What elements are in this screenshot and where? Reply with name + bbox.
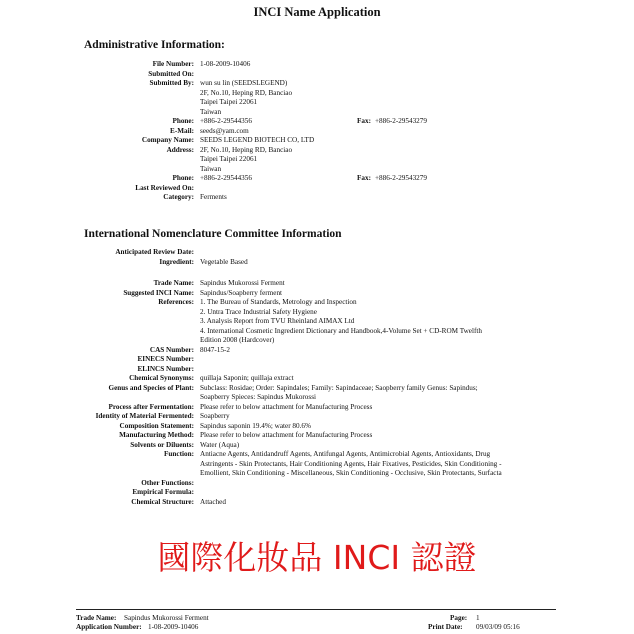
footer-trade-name-label: Trade Name: [76, 614, 117, 622]
composition-value: Sapindus saponin 19.4%; water 80.6% [200, 421, 311, 430]
references-row [0, 298, 634, 308]
process-row [0, 403, 634, 413]
email-value: seeds@yam.com [200, 126, 249, 135]
submitted-on-row [0, 70, 634, 80]
composition-row [0, 422, 634, 432]
email-row [0, 127, 634, 137]
process-value: Please refer to below attachment for Manufacturing Process [200, 402, 373, 411]
phone-row [0, 117, 634, 127]
last-reviewed-label: Last Reviewed On: [135, 183, 194, 192]
genus-label: Genus and Species of Plant: [108, 383, 194, 392]
footer-application-label: Application Number: [76, 623, 142, 631]
cas-label: CAS Number: [149, 345, 194, 354]
einecs-row [0, 355, 634, 365]
other-functions-row [0, 479, 634, 489]
cas-value: 8047-15-2 [200, 345, 230, 354]
document-title: INCI Name Application [253, 5, 381, 19]
ingredient-row [0, 258, 634, 268]
chem-syn-label: Chemical Synonyms: [129, 374, 194, 382]
address-line: Taipei Taipei 22061 [200, 155, 258, 163]
manufacturing-row [0, 431, 634, 441]
footer-print-date-value: 09/03/09 05:16 [476, 623, 520, 631]
function-line: Antiacne Agents, Antidandruff Agents, Antifungal Agents, Antimicrobial Agents, Antioxidants, Drug [200, 450, 491, 458]
company-name-value: SEEDS LEGEND BIOTECH CO, LTD [200, 136, 315, 144]
email-label: E-Mail: [170, 126, 194, 135]
phone2-label: Phone: [172, 174, 194, 182]
phone2-value: +886-2-29544356 [200, 174, 252, 182]
fax-value: +886-2-29543279 [375, 117, 427, 125]
file-number-row [0, 60, 634, 70]
address-line: 2F, No.10, Heping RD, Banciao [200, 145, 293, 154]
submitted-by-row [0, 79, 634, 89]
cas-row [0, 346, 634, 356]
committee-fields-top [0, 248, 634, 267]
function-label: Function: [164, 450, 194, 458]
footer-divider [76, 609, 556, 610]
elincs-label: ELINCS Number: [137, 364, 194, 373]
submitted-on-label: Submitted On: [148, 69, 194, 78]
address-row [0, 146, 634, 156]
footer-application-value: 1-08-2009-10406 [148, 623, 199, 631]
fax2-value: +886-2-29543279 [375, 174, 427, 182]
process-label: Process after Fermentation: [108, 402, 194, 411]
file-number-label: File Number: [152, 60, 194, 68]
footer-print-date-label: Print Date: [428, 623, 463, 631]
footer-page-value: 1 [476, 614, 480, 622]
suggested-row [0, 289, 634, 299]
function-line: Emollient, Skin Conditioning - Miscellaneous, Skin Conditioning - Occlusive, Skin Protectants, Surfacta [200, 469, 502, 477]
ingredient-label: Ingredient: [159, 257, 194, 266]
references-label: References: [158, 298, 194, 306]
trade-name-label: Trade Name: [153, 279, 194, 287]
function-line: Astringents - Skin Protectants, Hair Conditioning Agents, Hair Fixatives, Pesticides, Skin Conditioning - [200, 459, 502, 468]
footer-trade-name-value: Sapindus Mukorossi Ferment [124, 614, 209, 622]
reference-line: 1. The Bureau of Standards, Metrology and Inspection [200, 298, 357, 306]
composition-label: Composition Statement: [119, 421, 194, 430]
anticipated-label: Anticipated Review Date: [115, 248, 194, 256]
company-name-label: Company Name: [141, 136, 194, 144]
submitted-by-line: 2F, No.10, Heping RD, Banciao [200, 88, 293, 97]
address-line: Taiwan [200, 164, 222, 173]
committee-fields [0, 279, 634, 507]
address-label: Address: [166, 145, 194, 154]
structure-value: Attached [200, 497, 226, 506]
phone-label: Phone: [172, 117, 194, 125]
identity-label: Identity of Material Fermented: [95, 412, 194, 420]
trade-name-value: Sapindus Mukorossi Ferment [200, 279, 285, 287]
structure-label: Chemical Structure: [131, 497, 194, 506]
trade-name-row [0, 279, 634, 289]
company-name-row [0, 136, 634, 146]
submitted-by-line: Taiwan [200, 107, 222, 116]
reference-line: Edition 2008 (Hardcover) [200, 336, 275, 344]
solvents-label: Solvents or Diluents: [130, 440, 194, 449]
manufacturing-value: Please refer to below attachment for Manufacturing Process [200, 431, 373, 439]
reference-line: 3. Analysis Report from TVU Rheinland AIMAX Ltd [200, 317, 355, 325]
suggested-label: Suggested INCI Name: [123, 288, 194, 297]
category-label: Category: [163, 193, 194, 201]
genus-row [0, 384, 634, 394]
ingredient-value: Vegetable Based [200, 257, 248, 266]
function-row [0, 450, 634, 460]
manufacturing-label: Manufacturing Method: [119, 431, 194, 439]
submitted-by-label: Submitted By: [149, 79, 194, 87]
identity-value: Soapberry [200, 412, 230, 420]
genus-line: Subclass: Rosidae; Order: Sapindales; Family: Sapindaceae; Saopberry family Genus: Sapindus; [200, 383, 478, 392]
administrative-fields [0, 60, 634, 203]
reference-line: 4. International Cosmetic Ingredient Dictionary and Handbook,4-Volume Set + CD-ROM Twelfth [200, 326, 482, 335]
chem-syn-value: quillaja Saponin; quillaja extract [200, 374, 294, 382]
reference-line: 2. Untra Trace Industrial Safety Hygiene [200, 307, 317, 316]
empirical-row [0, 488, 634, 498]
chem-syn-row [0, 374, 634, 384]
suggested-value: Sapindus/Soapberry ferment [200, 288, 283, 297]
file-number-value: 1-08-2009-10406 [200, 60, 251, 68]
footer-page-label: Page: [450, 614, 468, 622]
elincs-row [0, 365, 634, 375]
other-functions-label: Other Functions: [141, 478, 194, 487]
phone-value: +886-2-29544356 [200, 117, 252, 125]
category-value: Ferments [200, 193, 227, 201]
category-row [0, 193, 634, 203]
inci-certification-caption: 國際化妝品 INCI 認證 [157, 538, 477, 577]
last-reviewed-row [0, 184, 634, 194]
submitted-by-line: Taipei Taipei 22061 [200, 98, 258, 106]
structure-row [0, 498, 634, 508]
fax-label: Fax: [357, 117, 371, 125]
empirical-label: Empirical Formula: [132, 488, 194, 496]
solvents-value: Water (Aqua) [200, 440, 240, 449]
solvents-row [0, 441, 634, 451]
genus-line: Soapberry Spieces: Sapindus Mukorossi [200, 393, 316, 401]
fax2-label: Fax: [357, 174, 371, 182]
phone2-row [0, 174, 634, 184]
anticipated-row [0, 248, 634, 258]
identity-row [0, 412, 634, 422]
committee-heading: International Nomenclature Committee Information [84, 228, 342, 240]
submitted-by-line: wun su lin (SEEDSLEGEND) [200, 79, 288, 87]
administrative-heading: Administrative Information: [84, 39, 225, 51]
einecs-label: EINECS Number: [137, 355, 194, 363]
